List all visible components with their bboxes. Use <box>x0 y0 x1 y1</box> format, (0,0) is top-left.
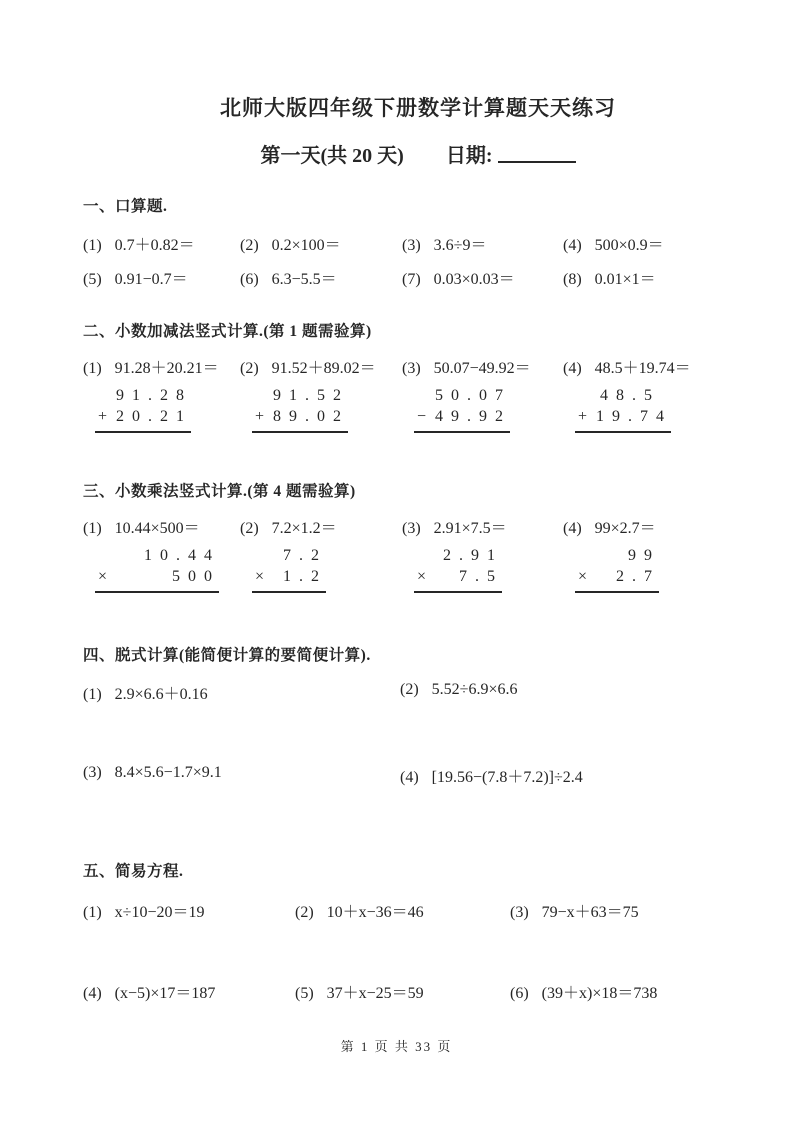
vertical-top-number: 5 0 . 0 7 <box>435 387 505 404</box>
offform-problem <box>83 764 400 787</box>
vertical-bottom-number: 2 . 7 <box>616 568 654 585</box>
section-heading-equations: 五、简易方程. <box>83 863 184 880</box>
problem-expression: 50.07−49.92＝ <box>433 360 531 377</box>
vertical-problem <box>83 355 240 433</box>
problem-expression: 7.2×1.2＝ <box>271 520 337 537</box>
equation-problem <box>510 899 753 922</box>
problem-number: (7) <box>402 271 421 288</box>
vertical-bottom-number: 8 9 . 0 2 <box>273 408 343 425</box>
operator-sign: − <box>417 408 427 425</box>
vertical-bottom-row <box>252 568 326 593</box>
section-heading-offform: 四、脱式计算(能简便计算的要简便计算). <box>83 647 371 664</box>
date-group <box>446 145 576 167</box>
vertical-top-number: 1 0 . 4 4 <box>144 547 214 564</box>
date-label: 日期: <box>445 145 493 167</box>
problem-expression: 0.03×0.03＝ <box>433 271 515 288</box>
vertical-bottom-row <box>95 568 219 593</box>
vertical-top-number: 9 1 . 5 2 <box>273 387 343 404</box>
problem-number: (2) <box>295 904 314 921</box>
mul-problems <box>83 515 753 593</box>
vertical-calc-block <box>414 387 510 433</box>
vertical-problem <box>563 355 753 433</box>
problem-expression: 2.91×7.5＝ <box>433 520 507 537</box>
operator-sign: × <box>255 568 265 585</box>
oral-problem <box>402 266 563 289</box>
vertical-problem <box>402 355 563 433</box>
problem-number: (2) <box>400 681 419 698</box>
problem-number: (2) <box>240 237 259 254</box>
problem-expression: 10＋x−36＝46 <box>326 904 424 921</box>
problem-expression: x÷10−20＝19 <box>114 904 205 921</box>
offform-row-2 <box>83 764 753 787</box>
offform-problem <box>400 681 753 704</box>
problem-expression: 6.3−5.5＝ <box>271 271 337 288</box>
problem-number: (2) <box>240 520 259 537</box>
vertical-top-number: 9 9 <box>628 547 654 564</box>
vertical-calc-block <box>575 387 671 433</box>
vertical-calc-block <box>252 387 348 433</box>
vertical-top-number: 4 8 . 5 <box>600 387 666 404</box>
vertical-bottom-row <box>575 408 671 433</box>
oral-problem <box>563 266 753 289</box>
problem-expression: 10.44×500＝ <box>114 520 200 537</box>
problem-expression: 500×0.9＝ <box>594 237 664 254</box>
problem-number: (6) <box>510 985 529 1002</box>
vertical-bottom-row <box>414 568 502 593</box>
oral-problems <box>83 232 753 289</box>
section-heading-oral: 一、口算题. <box>83 198 168 215</box>
date-blank-line <box>498 161 576 163</box>
problem-number: (8) <box>563 271 582 288</box>
vertical-bottom-row <box>252 408 348 433</box>
operator-sign: + <box>98 408 108 425</box>
problem-number: (6) <box>240 271 259 288</box>
vertical-bottom-number: 1 9 . 7 4 <box>596 408 666 425</box>
vertical-bottom-number: 2 0 . 2 1 <box>116 408 186 425</box>
problem-expression: 91.28＋20.21＝ <box>114 360 219 377</box>
equation-problem <box>295 980 510 1003</box>
oral-problem <box>240 266 402 289</box>
problem-expression: 91.52＋89.02＝ <box>271 360 376 377</box>
problem-number: (3) <box>510 904 529 921</box>
oral-problem <box>563 232 753 255</box>
problem-expression: 37＋x−25＝59 <box>326 985 424 1002</box>
problem-expression: 3.6÷9＝ <box>433 237 487 254</box>
problem-number: (1) <box>83 520 102 537</box>
vertical-problem <box>240 515 402 593</box>
operator-sign: × <box>417 568 427 585</box>
problem-expression: 99×2.7＝ <box>594 520 656 537</box>
problem-expression: 0.91−0.7＝ <box>114 271 188 288</box>
vertical-bottom-number: 7 . 5 <box>459 568 497 585</box>
problem-number: (3) <box>402 360 421 377</box>
problem-number: (4) <box>563 520 582 537</box>
day-label: 第一天(共 20 天) <box>260 145 404 167</box>
problem-number: (1) <box>83 237 102 254</box>
oral-problem <box>83 266 240 289</box>
vertical-calc-block <box>95 387 191 433</box>
problem-number: (4) <box>563 360 582 377</box>
oral-problem <box>402 232 563 255</box>
page-title: 北师大版四年级下册数学计算题天天练习 <box>220 96 616 120</box>
problem-number: (4) <box>400 769 419 786</box>
vertical-bottom-number: 1 . 2 <box>283 568 321 585</box>
equation-problem <box>295 899 510 922</box>
equation-problem <box>510 980 753 1003</box>
vertical-problem <box>240 355 402 433</box>
vertical-calc-block <box>95 547 219 593</box>
vertical-problem <box>83 515 240 593</box>
section-heading-addsub: 二、小数加减法竖式计算.(第 1 题需验算) <box>83 323 372 340</box>
subtitle <box>83 139 753 168</box>
problem-expression: (39＋x)×18＝738 <box>541 985 658 1002</box>
vertical-top-number: 9 1 . 2 8 <box>116 387 186 404</box>
vertical-top-number: 7 . 2 <box>283 547 321 564</box>
problem-number: (5) <box>295 985 314 1002</box>
vertical-calc-block <box>252 547 326 593</box>
problem-number: (1) <box>83 360 102 377</box>
vertical-bottom-row <box>575 568 659 593</box>
addsub-problems <box>83 355 753 433</box>
equations-row-1 <box>83 899 753 922</box>
problem-expression: [19.56−(7.8＋7.2)]÷2.4 <box>431 769 583 786</box>
problem-number: (5) <box>83 271 102 288</box>
problem-number: (4) <box>563 237 582 254</box>
oral-problem <box>240 232 402 255</box>
problem-number: (1) <box>83 686 102 703</box>
operator-sign: × <box>98 568 108 585</box>
problem-number: (3) <box>83 764 102 781</box>
vertical-problem <box>563 515 753 593</box>
offform-row-1 <box>83 681 753 704</box>
problem-number: (4) <box>83 985 102 1002</box>
problem-expression: 2.9×6.6＋0.16 <box>114 686 208 703</box>
vertical-bottom-row <box>95 408 191 433</box>
problem-number: (1) <box>83 904 102 921</box>
vertical-top-number: 2 . 9 1 <box>443 547 497 564</box>
offform-problem <box>83 681 400 704</box>
section-heading-mul: 三、小数乘法竖式计算.(第 4 题需验算) <box>83 483 356 500</box>
problem-number: (2) <box>240 360 259 377</box>
offform-problem <box>400 764 753 787</box>
page-number-footer: 第 1 页 共 33 页 <box>340 1039 453 1054</box>
equations-row-2 <box>83 980 753 1003</box>
operator-sign: × <box>578 568 588 585</box>
vertical-bottom-number: 4 9 . 9 2 <box>435 408 505 425</box>
problem-expression: 79−x＋63＝75 <box>541 904 639 921</box>
equation-problem <box>83 980 295 1003</box>
problem-number: (3) <box>402 237 421 254</box>
problem-expression: 0.7＋0.82＝ <box>114 237 195 254</box>
problem-expression: 8.4×5.6−1.7×9.1 <box>114 764 222 781</box>
vertical-bottom-number: 5 0 0 <box>172 568 214 585</box>
problem-expression: (x−5)×17＝187 <box>114 985 216 1002</box>
equation-problem <box>83 899 295 922</box>
problem-expression: 0.2×100＝ <box>271 237 341 254</box>
problem-number: (3) <box>402 520 421 537</box>
problem-expression: 0.01×1＝ <box>594 271 656 288</box>
problem-expression: 48.5＋19.74＝ <box>594 360 691 377</box>
operator-sign: + <box>578 408 588 425</box>
oral-problem <box>83 232 240 255</box>
problem-expression: 5.52÷6.9×6.6 <box>431 681 518 698</box>
vertical-bottom-row <box>414 408 510 433</box>
vertical-problem <box>402 515 563 593</box>
vertical-calc-block <box>414 547 502 593</box>
operator-sign: + <box>255 408 265 425</box>
vertical-calc-block <box>575 547 659 593</box>
